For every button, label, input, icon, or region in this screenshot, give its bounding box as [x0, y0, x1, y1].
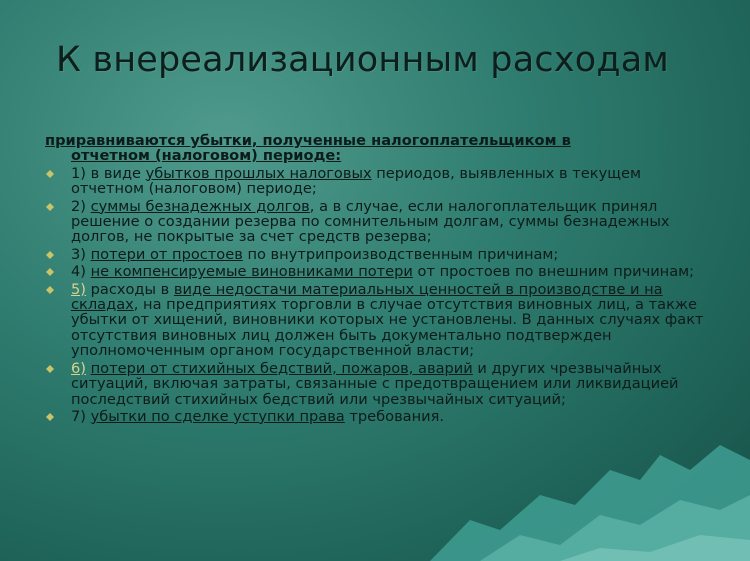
item-link[interactable]: убытки по сделке уступки права [90, 407, 345, 425]
list-item: 1) в виде убытков прошлых налоговых периодов, выявленных в текущем отчетном (налоговом) периоде; [45, 166, 715, 197]
item-number-link[interactable]: 5) [71, 280, 86, 298]
item-link[interactable]: убытков прошлых налоговых [145, 164, 372, 182]
diamond-bullet-icon [46, 268, 54, 272]
expense-list [45, 166, 715, 425]
item-link[interactable]: суммы безнадежных долгов [90, 197, 310, 215]
diamond-bullet-icon [46, 203, 54, 207]
lead-line-1: приравниваются убытки, полученные налогоплательщиком в [45, 132, 571, 149]
item-link[interactable]: виде недостачи материальных ценностей в производстве и на складах [71, 280, 663, 314]
item-link[interactable]: не компенсируемые виновниками потери [90, 263, 413, 281]
item-link[interactable]: потери от стихийных бедствий, пожаров, аварий [90, 359, 473, 377]
diamond-bullet-icon [46, 170, 54, 174]
list-item: 4) не компенсируемые виновниками потери от простоев по внешним причинам; [45, 264, 715, 279]
list-item: 3) потери от простоев по внутрипроизводственным причинам; [45, 247, 715, 262]
item-link[interactable]: потери от простоев [90, 245, 243, 263]
lead-line-2: отчетном (налоговом) периоде: [71, 147, 342, 165]
slide-title: К внереализационным расходам [56, 40, 669, 80]
lead-text [45, 133, 715, 164]
slide-content [45, 133, 715, 424]
diamond-bullet-icon [46, 251, 54, 255]
list-item: 5) расходы в виде недостачи материальных ценностей в производстве и на складах, на предприятиях торговли в случае отсутствия виновных лиц, а также убытки от хищений, виновники которых не установлены. В данных случаях факт отсутствия виновных лиц должен быть документально подтвержден уполномоченным органом государственной власти; [45, 282, 715, 359]
list-item: 6) потери от стихийных бедствий, пожаров, аварий и других чрезвычайных ситуаций, включая затраты, связанные с предотвращением или ликвидацией последствий стихийных бедствий или чрезвычайных ситуаций; [45, 361, 715, 407]
diamond-bullet-icon [46, 413, 54, 417]
diamond-bullet-icon [46, 365, 54, 369]
list-item: 7) убытки по сделке уступки права требования. [45, 409, 715, 424]
diamond-bullet-icon [46, 286, 54, 290]
item-number-link[interactable]: 6) [71, 359, 86, 377]
list-item: 2) суммы безнадежных долгов, а в случае, если налогоплательщик принял решение о создании резерва по сомнительным долгам, суммы безнадежных долгов, не покрытые за счет средств резерва; [45, 199, 715, 245]
